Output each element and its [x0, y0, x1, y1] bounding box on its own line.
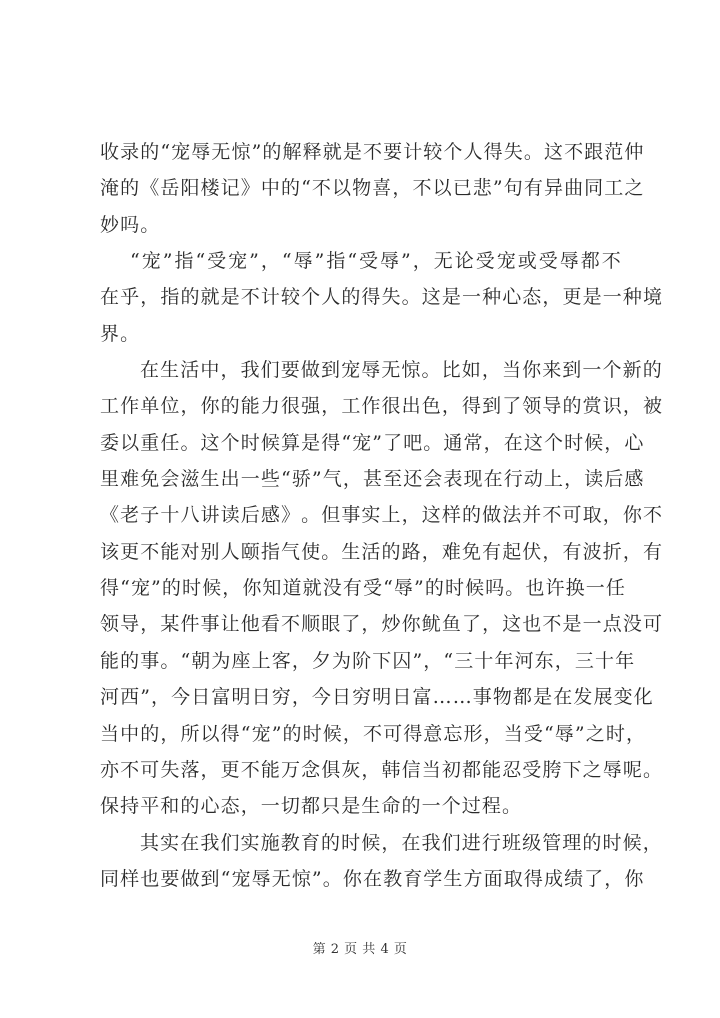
page-number-footer: 第 2 页 共 4 页 — [312, 942, 408, 957]
document-body — [100, 134, 664, 897]
text-line: 妙吗。 — [100, 213, 161, 236]
text-line: 委 以 重 任 。 这 个 时 候 算 是 得 “ 宠 ” 了 吧 。 通 常 ， 在 这 个 时 候 ， 心 — [100, 431, 645, 454]
text-line: 保持平和的心态，一切都只是生命的一个过程。 — [100, 795, 523, 818]
text-line: 《 老 子 十 八 讲 读 后 感 》 。 但 事 实 上 ， 这 样 的 做 法 并 不 可 取 ， 你 不 — [100, 504, 664, 527]
text-line: 同 样 也 要 做 到 “ 宠 辱 无 惊 ” 。 你 在 教 育 学 生 方 面 取 得 成 绩 了 ， 你 — [100, 867, 645, 890]
text-line: 得 “ 宠 ” 的 时 候 ， 你 知 道 就 没 有 受 “ 辱 ” 的 时 候 吗 。 也 许 换 一 任 — [100, 577, 626, 600]
text-line: 在 生 活 中 ， 我 们 要 做 到 宠 辱 无 惊 。 比 如 ， 当 你 来 到 一 个 新 的 — [140, 359, 663, 382]
text-line: 该 更 不 能 对 别 人 颐 指 气 使 。 生 活 的 路 ， 难 免 有 起 伏 ， 有 波 折 ， 有 — [100, 540, 664, 563]
text-line: 亦 不 可 失 落 ， 更 不 能 万 念 俱 灰 ， 韩 信 当 初 都 能 忍 受 胯 下 之 辱 呢 。 — [100, 758, 664, 781]
text-line: 在 乎 ， 指 的 就 是 不 计 较 个 人 的 得 失 。 这 是 一 种 心 态 ， 更 是 一 种 境 — [100, 286, 664, 309]
text-line: 收 录 的 “ 宠 辱 无 惊 ” 的 解 释 就 是 不 要 计 较 个 人 得 失 。 这 不 跟 范 仲 — [100, 141, 645, 163]
text-line: 领 导 ， 某 件 事 让 他 看 不 顺 眼 了 ， 炒 你 鱿 鱼 了 ， 这 也 不 是 一 点 没 可 — [100, 613, 664, 636]
text-line: 里 难 免 会 滋 生 出 一 些 “ 骄 ” 气 ， 甚 至 还 会 表 现 在 行 动 上 ， 读 后 感 — [100, 468, 645, 491]
text-line: 能 的 事 。 “ 朝 为 座 上 客 ， 夕 为 阶 下 囚 ” ， “ 三 十 年 河 东 ， 三 十 年 — [100, 649, 636, 672]
text-line: 当 中 的 ， 所 以 得 “ 宠 ” 的 时 候 ， 不 可 得 意 忘 形 ， 当 受 “ 辱 ” 之 时 ， — [100, 722, 647, 745]
text-line: 工 作 单 位 ， 你 的 能 力 很 强 ， 工 作 很 出 色 ， 得 到 了 领 导 的 赏 识 ， 被 — [100, 395, 664, 418]
text-line: “ 宠 ” 指 “ 受 宠 ” ， “ 辱 ” 指 “ 受 辱 ” ， 无 论 受 宠 或 受 辱 都 不 — [130, 250, 622, 273]
text-line: 其 实 在 我 们 实 施 教 育 的 时 候 ， 在 我 们 进 行 班 级 管 理 的 时 候 ， — [140, 831, 663, 854]
text-line: 淹 的 《 岳 阳 楼 记 》 中 的 “ 不 以 物 喜 ， 不 以 已 悲 ” 句 有 异 曲 同 工 之 — [100, 177, 645, 200]
text-line: 界。 — [100, 322, 141, 345]
text-line: 河 西 ” ， 今 日 富 明 日 穷 ， 今 日 穷 明 日 富 … … 事 物 都 是 在 发 展 变 化 — [100, 686, 654, 709]
